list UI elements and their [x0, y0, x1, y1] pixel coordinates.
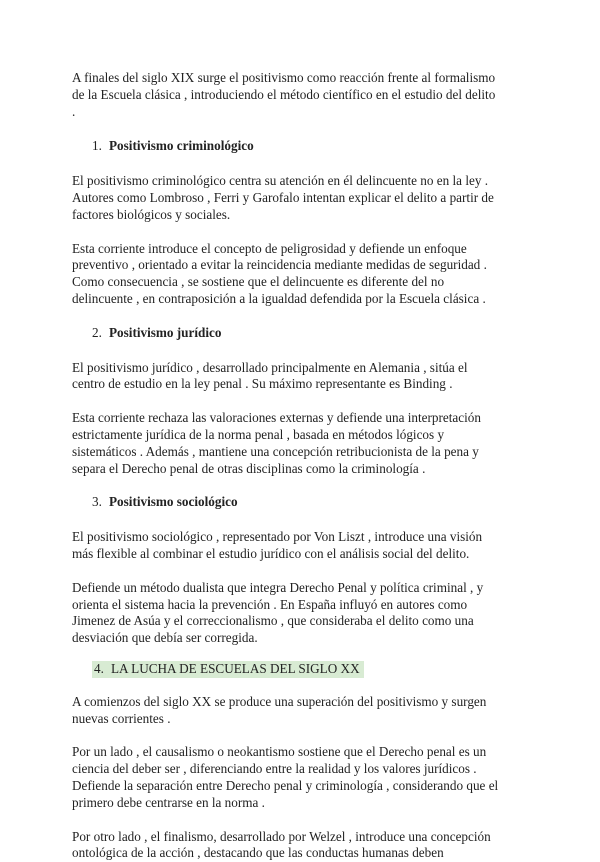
text-line: centro de estudio en la ley penal . Su máximo representante es Binding .: [72, 376, 453, 391]
text-line: El positivismo criminológico centra su atención en él delincuente no en la ley .: [72, 173, 488, 188]
body-paragraph: [72, 744, 528, 811]
section-title: Positivismo sociológico: [109, 494, 238, 511]
highlight-mark: [92, 661, 364, 678]
text-line: factores biológicos y sociales.: [72, 207, 230, 222]
text-line: desviación que debía ser corregida.: [72, 630, 258, 645]
text-line: Por un lado , el causalismo o neokantismo sostiene que el Derecho penal es un: [72, 744, 486, 759]
text-line: de la Escuela clásica , introduciendo el método científico en el estudio del delito: [72, 87, 495, 102]
text-line: ontológica de la acción , destacando que las conductas humanas deben: [72, 845, 444, 860]
text-line: preventivo , orientado a evitar la reincidencia mediante medidas de seguridad .: [72, 257, 487, 272]
text-line: A finales del siglo XIX surge el positivismo como reacción frente al formalismo: [72, 70, 495, 85]
text-line: Autores como Lombroso , Ferri y Garofalo intentan explicar el delito a partir de: [72, 190, 494, 205]
text-line: primero debe centrarse en la norma .: [72, 795, 265, 810]
section-number: 1.: [92, 138, 109, 155]
body-paragraph: [72, 580, 528, 647]
intro-paragraph: [72, 70, 528, 120]
section-title: Positivismo jurídico: [109, 325, 221, 342]
section-heading-1: [72, 138, 528, 155]
body-paragraph: [72, 173, 528, 223]
text-line: separa el Derecho penal de otras disciplinas como la criminología .: [72, 461, 425, 476]
body-paragraph: [72, 241, 528, 308]
text-line: ciencia del deber ser , diferenciando entre la realidad y los valores jurídicos .: [72, 761, 477, 776]
text-line: El positivismo jurídico , desarrollado principalmente en Alemania , sitúa el: [72, 360, 468, 375]
section-number: 4.: [94, 661, 111, 678]
text-line: Defiende un método dualista que integra Derecho Penal y política criminal , y: [72, 580, 483, 595]
section-heading-2: [72, 325, 528, 342]
text-line: Esta corriente rechaza las valoraciones externas y defiende una interpretación: [72, 410, 481, 425]
section-heading-3: [72, 494, 528, 511]
section-title: LA LUCHA DE ESCUELAS DEL SIGLO XX: [111, 661, 360, 678]
text-line: .: [72, 104, 75, 119]
text-line: Jimenez de Asúa y el correccionalismo , que consideraba el delito como una: [72, 613, 474, 628]
text-line: delincuente , en contraposición a la igualdad defendida por la Escuela clásica .: [72, 291, 486, 306]
body-paragraph: [72, 829, 528, 862]
text-line: Como consecuencia , se sostiene que el delincuente es diferente del no: [72, 274, 444, 289]
body-paragraph: [72, 529, 528, 563]
body-paragraph: [72, 410, 528, 477]
section-title: Positivismo criminológico: [109, 138, 254, 155]
text-line: Defiende la separación entre Derecho penal y criminología , considerando que el: [72, 778, 498, 793]
text-line: Esta corriente introduce el concepto de peligrosidad y defiende un enfoque: [72, 241, 467, 256]
section-number: 3.: [92, 494, 109, 511]
text-line: El positivismo sociológico , representado por Von Liszt , introduce una visión: [72, 529, 482, 544]
text-line: Por otro lado , el finalismo, desarrollado por Welzel , introduce una concepción: [72, 829, 491, 844]
text-line: estrictamente jurídica de la norma penal , basada en métodos lógicos y: [72, 427, 444, 442]
body-paragraph: [72, 360, 528, 394]
text-line: A comienzos del siglo XX se produce una superación del positivismo y surgen: [72, 694, 486, 709]
text-line: sistemáticos . Además , mantiene una concepción retribucionista de la pena y: [72, 444, 479, 459]
section-number: 2.: [92, 325, 109, 342]
text-line: nuevas corrientes .: [72, 711, 171, 726]
text-line: más flexible al combinar el estudio jurídico con el análisis social del delito.: [72, 546, 469, 561]
body-paragraph: [72, 694, 528, 728]
section-heading-4: [72, 661, 528, 678]
text-line: orienta el sistema hacia la prevención . En España influyó en autores como: [72, 597, 467, 612]
